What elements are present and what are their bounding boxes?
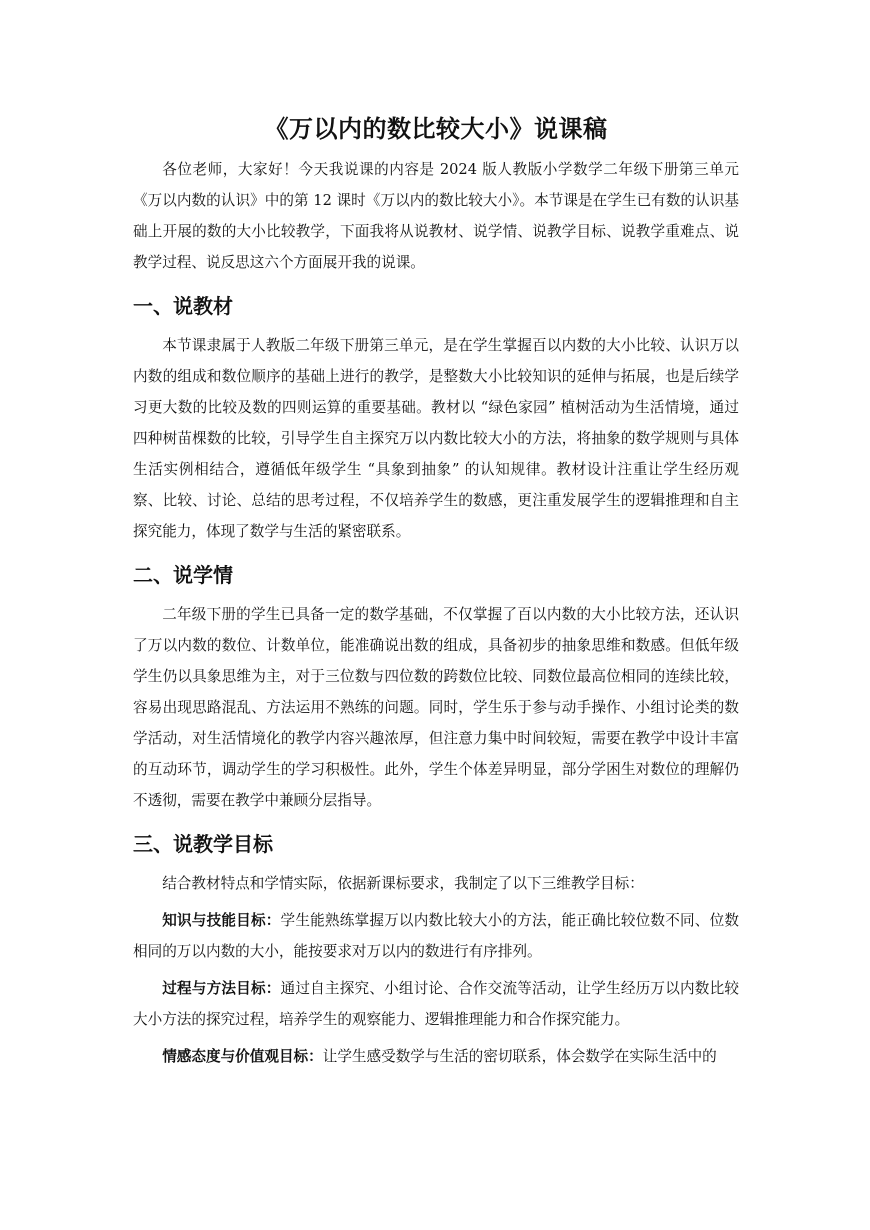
goal-values-text: 让学生感受数学与生活的密切联系，体会数学在实际生活中的 [322,1048,717,1065]
section-heading-objectives: 三、说教学目标 [133,832,273,856]
section-heading-students: 二、说学情 [133,563,233,587]
goal-process-label: 过程与方法目标： [162,980,281,997]
goal-process [133,973,739,1035]
goal-knowledge [133,905,739,967]
goal-process-text: 通过自主探究、小组讨论、合作交流等活动，让学生经历万以内数比较大小方法的探究过程，培养学生的观察能力、逻辑推理能力和合作探究能力。 [133,980,739,1028]
goal-values [133,1041,739,1072]
goal-knowledge-label: 知识与技能目标： [162,912,281,929]
document-page [133,110,739,1072]
goal-knowledge-text: 学生能熟练掌握万以内数比较大小的方法，能正确比较位数不同、位数相同的万以内数的大小，能按要求对万以内的数进行有序排列。 [133,912,739,960]
section-paragraph-objectives: 结合教材特点和学情实际，依据新课标要求，我制定了以下三维教学目标： [162,875,644,892]
section-paragraph-students: 二年级下册的学生已具备一定的数学基础，不仅掌握了百以内数的大小比较方法，还认识了万以内数的数位、计数单位，能准确说出数的组成，具备初步的抽象思维和数感。但低年级学生仍以具象思维为主，对于三位数与四位数的跨数位比较、同数位最高位相同的连续比较，容易出现思路混乱、方法运用不熟练的问题。同时，学生乐于参与动手操作、小组讨论类的数学活动，对生活情境化的教学内容兴趣浓厚，但注意力集中时间较短，需要在教学中设计丰富的互动环节，调动学生的学习积极性。此外，学生个体差异明显，部分学困生对数位的理解仍不透彻，需要在教学中兼顾分层指导。 [133,606,739,809]
goal-values-label: 情感态度与价值观目标： [162,1048,323,1065]
intro-paragraph: 各位老师，大家好！今天我说课的内容是 2024 版人教版小学数学二年级下册第三单元《万以内数的认识》中的第 12 课时《万以内的数比较大小》。本节课是在学生已有数的认识基础上开展的数的大小比较教学，下面我将从说教材、说学情、说教学目标、说教学重难点、说教学过程、说反思这六个方面展开我的说课。 [133,161,739,271]
section-heading-textbook: 一、说教材 [133,294,233,318]
document-title: 《万以内的数比较大小》说课稿 [264,115,608,143]
section-paragraph-textbook: 本节课隶属于人教版二年级下册第三单元，是在学生掌握百以内数的大小比较、认识万以内数的组成和数位顺序的基础上进行的教学，是整数大小比较知识的延伸与拓展，也是后续学习更大数的比较及数的四则运算的重要基础。教材以 “绿色家园” 植树活动为生活情境，通过四种树苗棵数的比较，引导学生自主探究万以内数比较大小的方法，将抽象的数学规则与具体生活实例相结合，遵循低年级学生 “具象到抽象” 的认知规律。教材设计注重让学生经历观察、比较、讨论、总结的思考过程，不仅培养学生的数感，更注重发展学生的逻辑推理和自主探究能力，体现了数学与生活的紧密联系。 [133,337,739,540]
